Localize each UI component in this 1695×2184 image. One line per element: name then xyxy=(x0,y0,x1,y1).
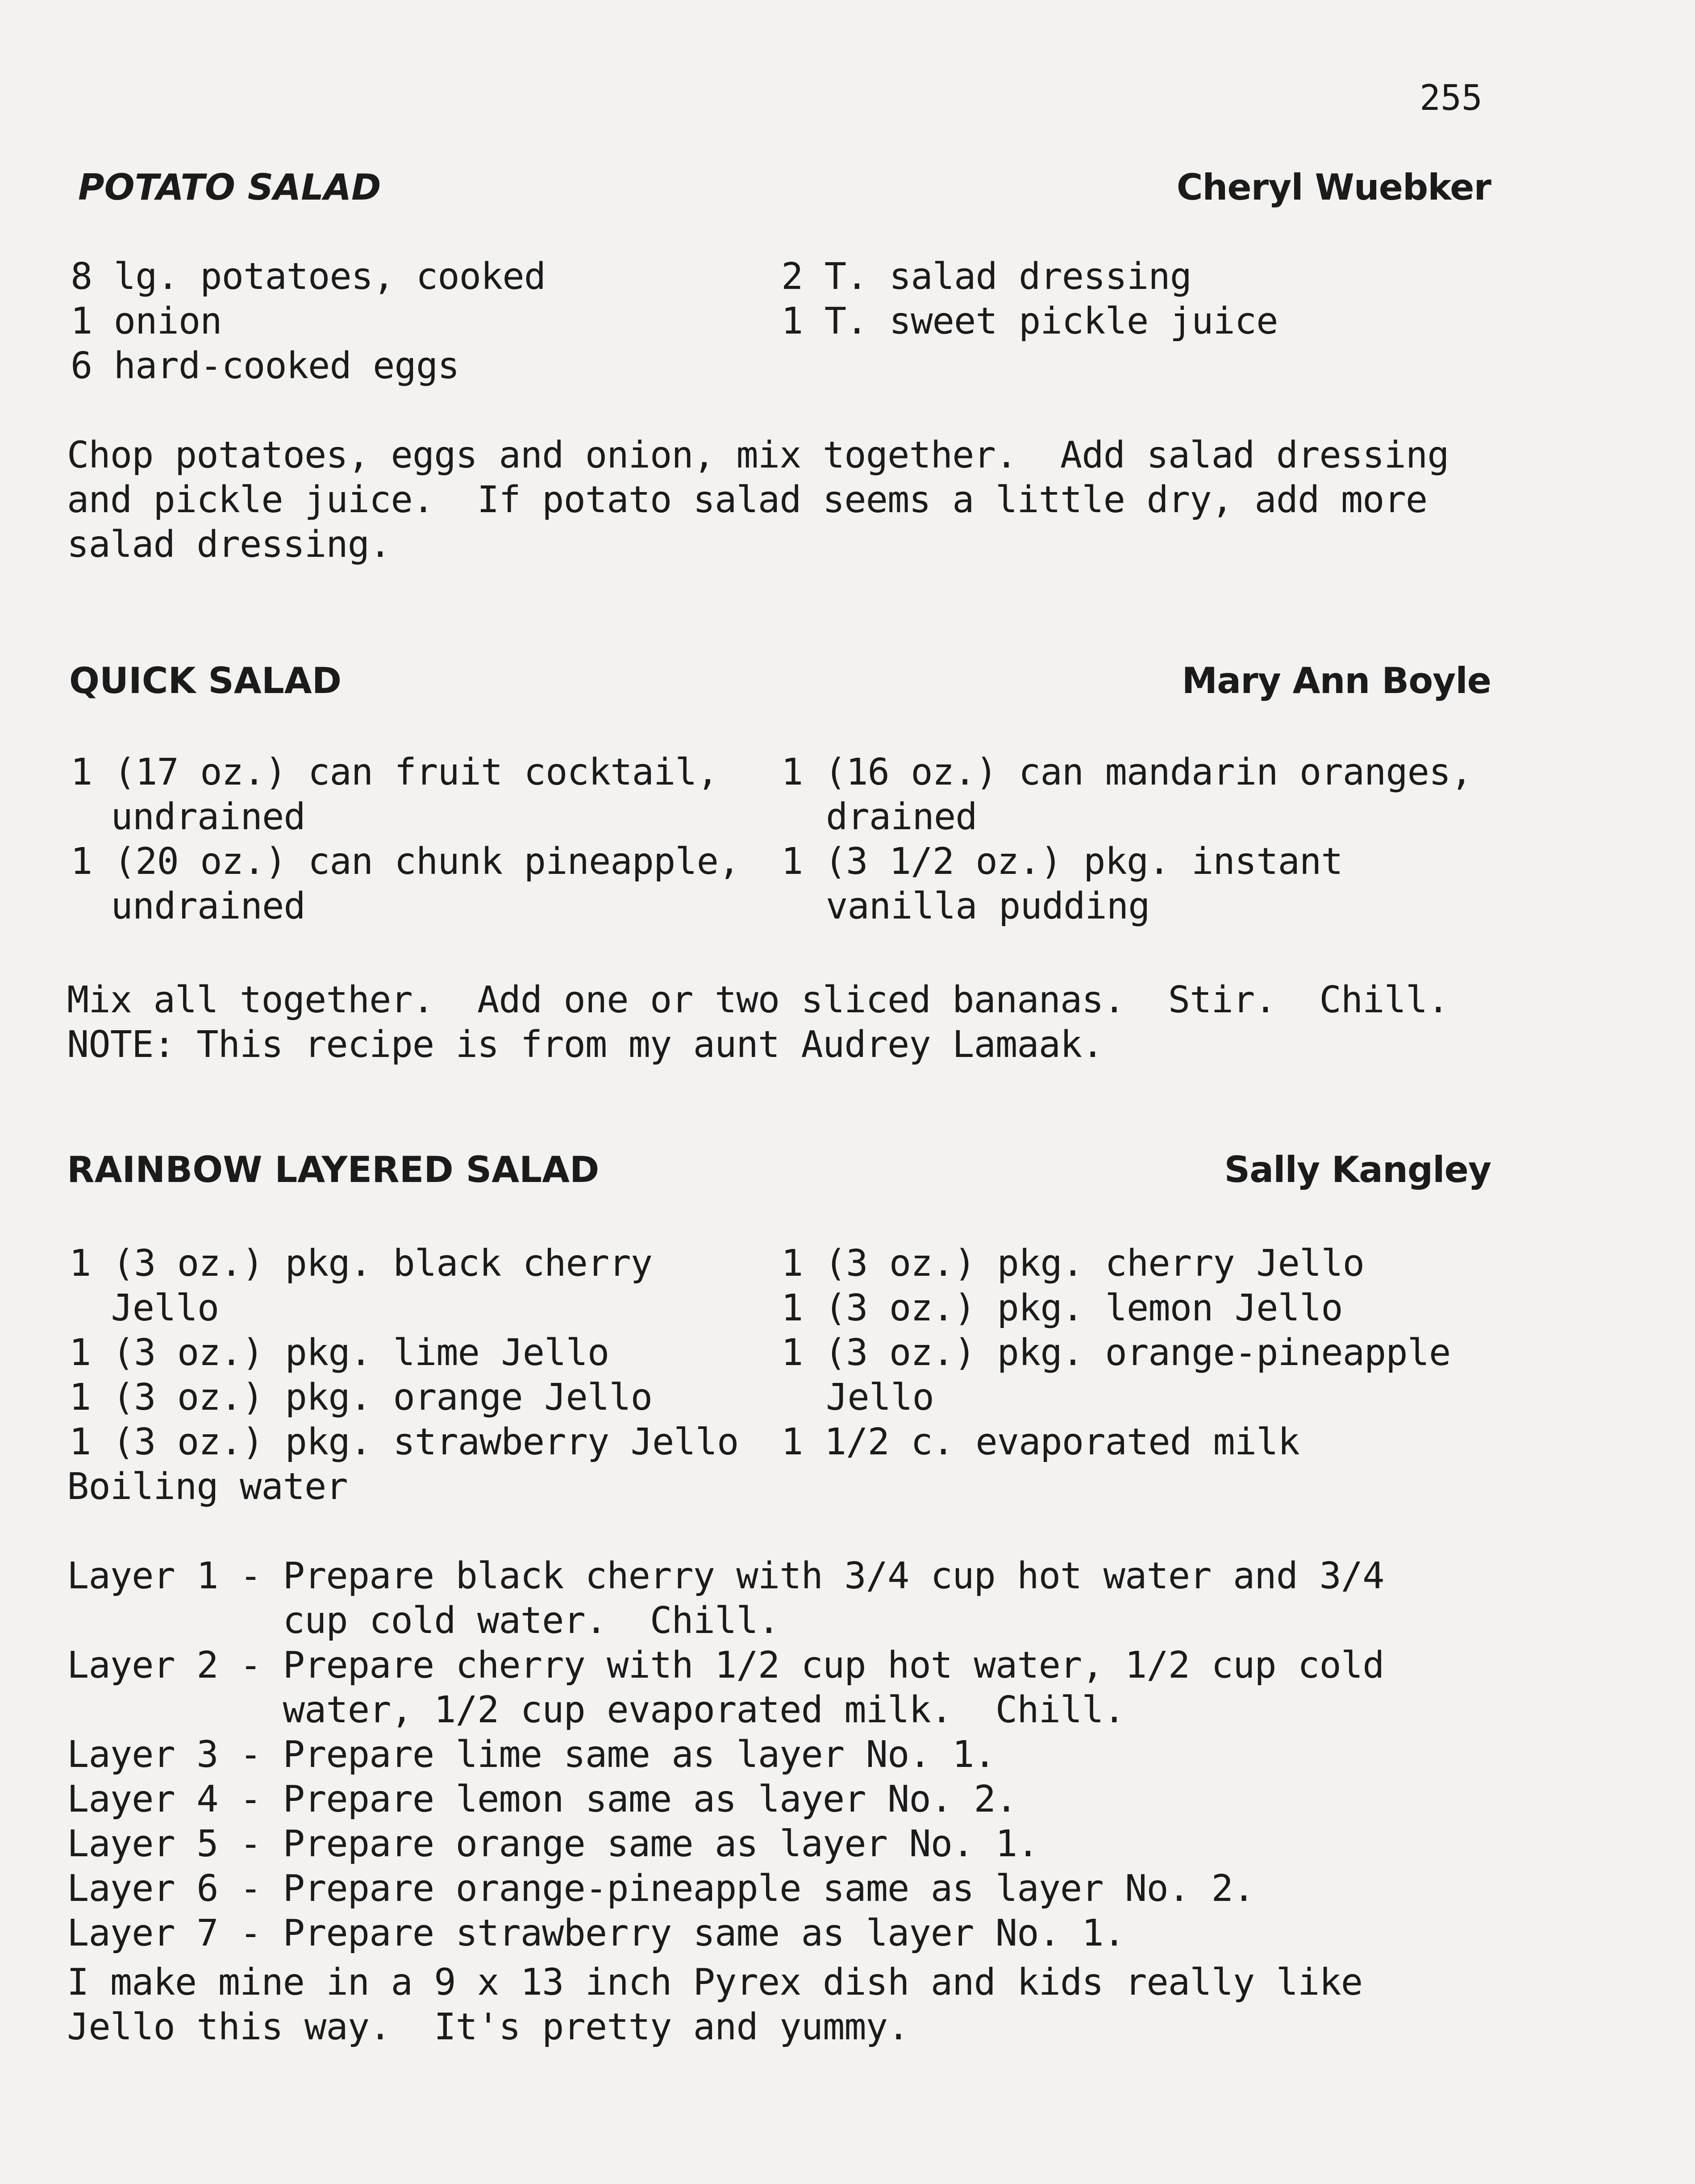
page-number: 255 xyxy=(1420,78,1483,118)
direction-line: Layer 2 - Prepare cherry with 1/2 cup hot water, 1/2 cup cold xyxy=(67,1644,1384,1687)
ingredient-left: 1 (3 oz.) pkg. strawberry Jello xyxy=(69,1421,739,1463)
ingredient-right: Jello xyxy=(826,1376,934,1419)
ingredient-left: undrained xyxy=(89,796,305,838)
ingredient-right: 1 (16 oz.) can mandarin oranges, xyxy=(781,751,1472,793)
ingredient-right: 1 (3 oz.) pkg. lemon Jello xyxy=(781,1287,1343,1329)
ingredient-left: 1 (17 oz.) can fruit cocktail, xyxy=(71,751,719,793)
ingredient-right: vanilla pudding xyxy=(826,885,1150,927)
ingredient-right: 1 T. sweet pickle juice xyxy=(781,300,1278,342)
direction-line: Layer 3 - Prepare lime same as layer No. 1. xyxy=(67,1733,995,1776)
ingredient-left: 1 (3 oz.) pkg. orange Jello xyxy=(69,1376,652,1419)
ingredient-right: 1 (3 oz.) pkg. orange-pineapple xyxy=(781,1332,1451,1374)
ingredient-left: 1 (20 oz.) can chunk pineapple, xyxy=(71,840,740,883)
recipe-author: Mary Ann Boyle xyxy=(1182,660,1491,702)
ingredient-right: 1 (3 1/2 oz.) pkg. instant xyxy=(781,840,1343,883)
ingredient-left: Boiling water xyxy=(67,1466,348,1508)
recipe-title: QUICK SALAD xyxy=(69,660,342,702)
ingredient-right: 1 (3 oz.) pkg. cherry Jello xyxy=(781,1242,1364,1285)
direction-line: Layer 1 - Prepare black cherry with 3/4 cup hot water and 3/4 xyxy=(67,1555,1384,1597)
ingredient-left: 6 hard-cooked eggs xyxy=(71,345,459,387)
ingredient-left: 1 (3 oz.) pkg. lime Jello xyxy=(69,1332,609,1374)
direction-line: Layer 7 - Prepare strawberry same as layer No. 1. xyxy=(67,1912,1125,1954)
direction-line: Layer 4 - Prepare lemon same as layer No. 2. xyxy=(67,1778,1017,1821)
direction-line: water, 1/2 cup evaporated milk. Chill. xyxy=(67,1689,1125,1731)
direction-line: I make mine in a 9 x 13 inch Pyrex dish and kids really like xyxy=(67,1961,1363,2004)
ingredient-left: 8 lg. potatoes, cooked xyxy=(71,255,546,298)
ingredient-left: undrained xyxy=(89,885,305,927)
ingredient-left: Jello xyxy=(89,1287,219,1329)
ingredient-right: drained xyxy=(826,796,977,838)
direction-line: Jello this way. It's pretty and yummy. xyxy=(67,2006,909,2048)
ingredient-left: 1 onion xyxy=(71,300,222,342)
direction-line: Mix all together. Add one or two sliced bananas. Stir. Chill. xyxy=(67,979,1449,1021)
recipe-title: RAINBOW LAYERED SALAD xyxy=(67,1149,600,1190)
ingredient-right: 2 T. salad dressing xyxy=(781,255,1191,298)
direction-line: cup cold water. Chill. xyxy=(67,1599,780,1642)
ingredient-left: 1 (3 oz.) pkg. black cherry xyxy=(69,1242,652,1285)
direction-line: Layer 6 - Prepare orange-pineapple same as layer No. 2. xyxy=(67,1867,1255,1910)
recipe-author: Sally Kangley xyxy=(1224,1149,1491,1190)
direction-line: and pickle juice. If potato salad seems a little dry, add more xyxy=(67,479,1428,521)
recipe-author: Cheryl Wuebker xyxy=(1176,167,1491,208)
direction-line: salad dressing. xyxy=(67,523,391,566)
direction-line: NOTE: This recipe is from my aunt Audrey Lamaak. xyxy=(67,1023,1104,1066)
direction-line: Chop potatoes, eggs and onion, mix together. Add salad dressing xyxy=(67,434,1449,476)
ingredient-right: 1 1/2 c. evaporated milk xyxy=(781,1421,1299,1463)
direction-line: Layer 5 - Prepare orange same as layer No. 1. xyxy=(67,1823,1039,1865)
recipe-title: POTATO SALAD xyxy=(78,167,381,208)
